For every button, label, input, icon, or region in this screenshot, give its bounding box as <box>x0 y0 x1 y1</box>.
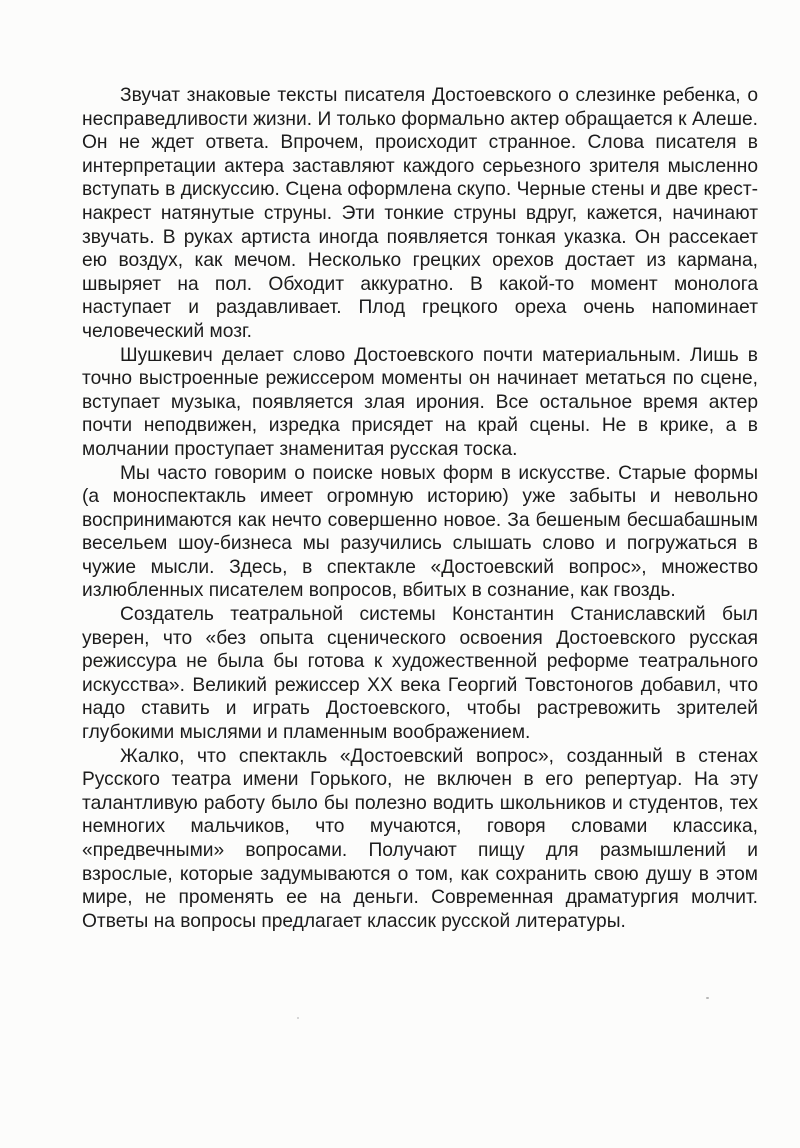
paragraph-5: Жалко, что спектакль «Достоевский вопрос», созданный в стенах Русского театра имени Горького, не включен в его репертуар. На эту талантливую работу было бы полезно водить школьников и студентов, тех немногих мальчиков, что мучаются, говоря словами классика, «предвечными» вопросами. Получают пищу для размышлений и взрослые, которые задумываются о том, как сохранить свою душу в этом мире, не променять ее на деньги. Современная драматургия молчит. Ответы на вопросы предлагает классик русской литературы. <box>82 745 758 932</box>
paragraph-3: Мы часто говорим о поиске новых форм в искусстве. Старые формы (а моноспектакль имеет огромную историю) уже забыты и невольно воспринимаются как нечто совершенно новое. За бешеным бесшабашным весельем шоу-бизнеса мы разучились слышать слово и погружаться в чужие мысли. Здесь, в спектакле «Достоевский вопрос», множество излюбленных писателем вопросов, вбитых в сознание, как гвоздь. <box>82 462 758 602</box>
scan-speck <box>297 1017 299 1019</box>
paragraph-1: Звучат знаковые тексты писателя Достоевского о слезинке ребенка, о несправедливости жизни. И только формально актер обращается к Алеше. Он не ждет ответа. Впрочем, происходит странное. Слова писателя в интерпретации актера заставляют каждого серьезного зрителя мысленно вступать в дискуссию. Сцена оформлена скупо. Черные стены и две крест-накрест натянутые струны. Эти тонкие струны вдруг, кажется, начинают звучать. В руках артиста иногда появляется тонкая указка. Он рассекает ею воздух, как мечом. Несколько грецких орехов достает из кармана, швыряет на пол. Обходит аккуратно. В какой-то момент монолога наступает и раздавливает. Плод грецкого ореха очень напоминает человеческий мозг. <box>82 85 758 342</box>
scan-speck <box>706 997 709 999</box>
paragraph-2: Шушкевич делает слово Достоевского почти материальным. Лишь в точно выстроенные режиссером моменты он начинает метаться по сцене, вступает музыка, появляется злая ирония. Все остальное время актер почти неподвижен, изредка присядет на край сцены. Не в крике, а в молчании проступает знаменитая русская тоска. <box>82 344 758 460</box>
article-body <box>82 84 758 933</box>
paragraph-4: Создатель театральной системы Константин Станиславский был уверен, что «без опыта сценического освоения Достоевского русская режиссура не была бы готова к художественной реформе театрального искусства». Великий режиссер XX века Георгий Товстоногов добавил, что надо ставить и играть Достоевского, чтобы растревожить зрителей глубокими мыслями и пламенным воображением. <box>82 604 758 744</box>
